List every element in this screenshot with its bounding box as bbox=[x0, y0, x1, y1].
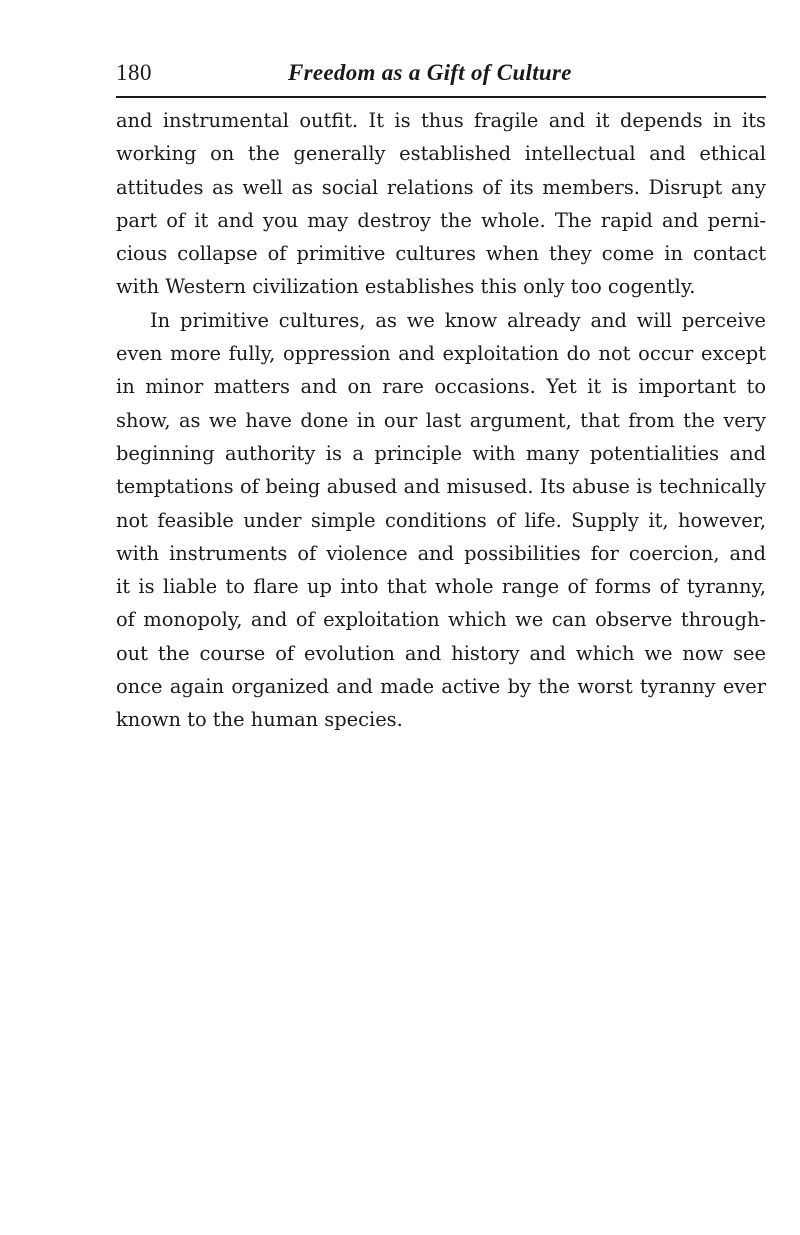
text-line: part of it and you may destroy the whole. The rapid and perni- bbox=[116, 208, 766, 232]
text-line: with Western civilization establishes this only too cogently. bbox=[116, 275, 696, 299]
text-line: of monopoly, and of exploitation which we can observe through- bbox=[116, 608, 766, 632]
paragraph-2 bbox=[116, 304, 766, 737]
body-text bbox=[116, 104, 766, 737]
running-title: Freedom as a Gift of Culture bbox=[288, 60, 572, 85]
text-line: and instrumental outfit. It is thus fragile and it depends in its bbox=[116, 109, 766, 132]
paragraph-1 bbox=[116, 104, 766, 304]
text-line: show, as we have done in our last argument, that from the very bbox=[116, 408, 766, 432]
text-line: In primitive cultures, as we know already and will perceive bbox=[150, 308, 766, 332]
text-line: not feasible under simple conditions of life. Supply it, however, bbox=[116, 508, 766, 532]
text-line: working on the generally established intellectual and ethical bbox=[116, 142, 766, 166]
text-line: it is liable to flare up into that whole range of forms of tyranny, bbox=[116, 575, 766, 599]
text-line: attitudes as well as social relations of its members. Disrupt any bbox=[116, 175, 766, 199]
running-head bbox=[116, 58, 766, 92]
text-line: even more fully, oppression and exploitation do not occur except bbox=[116, 342, 766, 366]
page-number: 180 bbox=[116, 60, 152, 85]
text-line: with instruments of violence and possibilities for coercion, and bbox=[116, 541, 766, 565]
text-line: cious collapse of primitive cultures when they come in contact bbox=[116, 242, 766, 266]
text-line: in minor matters and on rare occasions. Yet it is important to bbox=[116, 375, 766, 399]
text-line: out the course of evolution and history and which we now see bbox=[116, 641, 766, 665]
header-rule bbox=[116, 96, 766, 98]
text-line: once again organized and made active by the worst tyranny ever bbox=[116, 675, 766, 699]
text-line: known to the human species. bbox=[116, 708, 403, 732]
text-line: temptations of being abused and misused. Its abuse is technically bbox=[116, 475, 766, 499]
text-line: beginning authority is a principle with many potentialities and bbox=[116, 441, 766, 465]
